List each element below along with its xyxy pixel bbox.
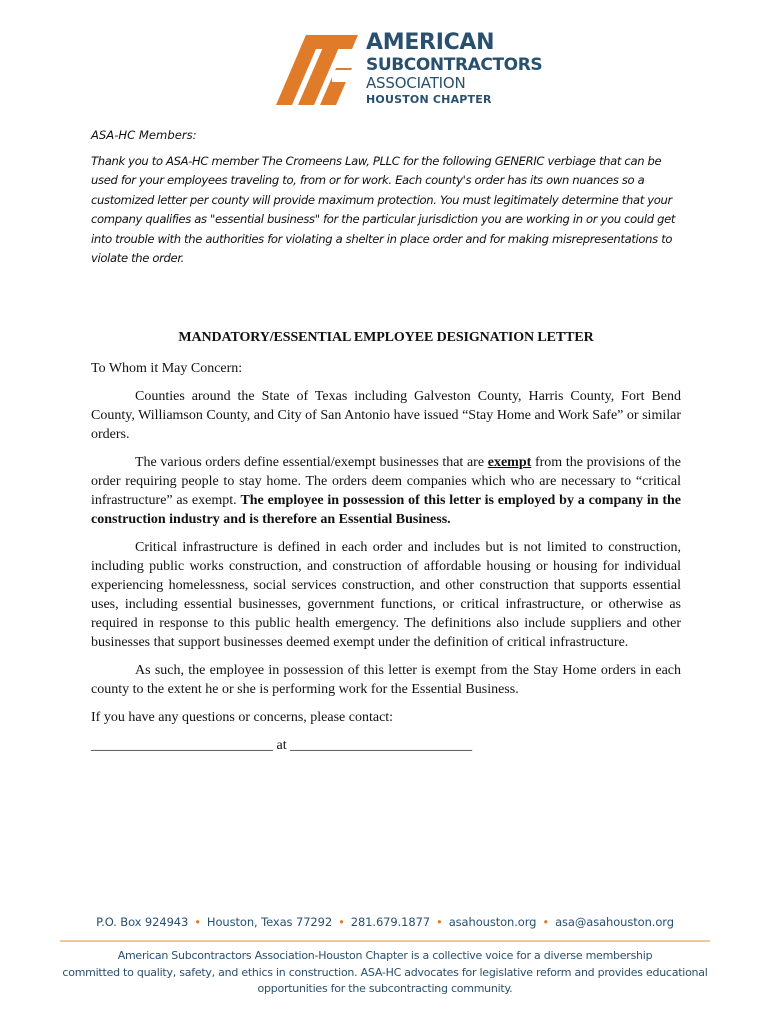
letter-contact-prompt: If you have any questions or concerns, please contact: — [91, 710, 394, 725]
letter-paragraph-3: Critical infrastructure is defined in each order and includes but is not limited to construction, including public works construction, and construction of affordable housing or housing for individual experiencing homelessness, social services construction, and other construction that supports essential uses, including essential businesses, government functions, or critical infrastructure, or otherwise as required in response to this public health emergency. The definitions also include suppliers and other businesses that support businesses deemed exempt under the definition of critical infrastructure. — [91, 540, 681, 650]
footer-email-link[interactable]: asa@asahouston.org — [555, 915, 674, 929]
footer-mission-line-2: committed to quality, safety, and ethics in construction. ASA-HC advocates for legislative reform and provides educational — [62, 965, 708, 979]
p2-text-before: The various orders define essential/exempt businesses that are — [135, 455, 488, 470]
intro-body: Thank you to ASA-HC member The Cromeens Law, PLLC for the following GENERIC verbiage that can be used for your employees traveling to, from or for work. Each county's order has its own nuances so a customized letter per county will provide maximum protection. You must legitimately determine that your company qualifies as "essential business" for the particular jurisdiction you are working in or you could get into trouble with the authorities for violating a shelter in place order and for making misrepresentations to violate the order. — [91, 153, 676, 265]
footer-divider — [60, 940, 710, 942]
logo-line-subcontractors: SUBCONTRACTORS — [366, 55, 543, 75]
letter-title: MANDATORY/ESSENTIAL EMPLOYEE DESIGNATION LETTER — [178, 330, 594, 345]
bullet-icon: • — [542, 915, 550, 929]
logo-line-association: ASSOCIATION — [366, 74, 466, 92]
logo-line-houston-chapter: HOUSTON CHAPTER — [366, 93, 492, 106]
letter-paragraph-1: Counties around the State of Texas including Galveston County, Harris County, Fort Bend County, Williamson County, and City of San Antonio have issued “Stay Home and Work Safe” or similar orders. — [91, 389, 681, 442]
bullet-icon: • — [194, 915, 201, 929]
asa-logo — [276, 30, 543, 110]
bullet-icon: • — [436, 915, 443, 929]
intro-greeting: ASA-HC Members: — [91, 128, 197, 142]
letter-salutation: To Whom it May Concern: — [91, 361, 243, 376]
intro-note — [91, 126, 691, 269]
logo-wordmark — [366, 32, 542, 105]
designation-letter — [91, 328, 681, 764]
letter-paragraph-4: As such, the employee in possession of this letter is exempt from the Stay Home orders in each county to the extent he or she is performing work for the Essential Business. — [91, 663, 681, 697]
footer-city: Houston, Texas 77292 — [206, 915, 333, 929]
asa-logo-mark-icon — [276, 30, 366, 110]
signature-line: __________________________ at __________________________ — [91, 738, 473, 753]
p2-bold-statement: The employee in possession of this letter is employed by a company in the construction industry and is therefore an Essential Business. — [91, 493, 681, 527]
footer-mission-line-1: American Subcontractors Association-Houston Chapter is a collective voice for a diverse membership — [117, 949, 653, 962]
logo-line-american: AMERICAN — [366, 30, 495, 55]
footer-website-link[interactable]: asahouston.org — [448, 915, 537, 929]
footer-mission-line-3: opportunities for the subcontracting community. — [257, 982, 513, 995]
letter-paragraph-2 — [91, 453, 681, 529]
p2-exempt-underlined: exempt — [487, 455, 532, 470]
footer-phone: 281.679.1877 — [350, 915, 431, 929]
bullet-icon: • — [338, 915, 345, 929]
footer-po-box: P.O. Box 924943 — [96, 915, 189, 929]
p2-text-after: from the provisions of the order requiring people to stay home. The orders deem companies which who are necessary to “critical infrastructure” as exempt. — [91, 455, 682, 508]
footer-mission-statement — [60, 948, 710, 998]
footer-contact-bar — [0, 915, 770, 929]
